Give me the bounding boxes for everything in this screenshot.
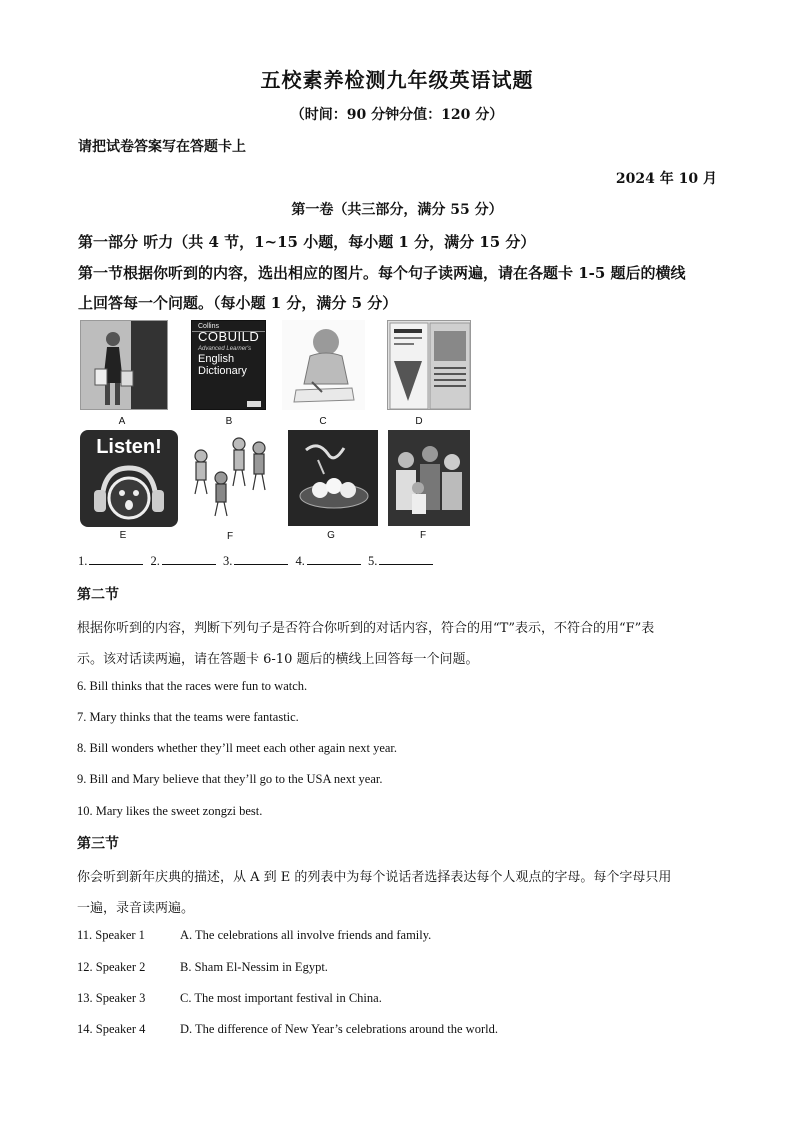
question-item: 8. Bill wonders whether they’ll meet each other again next year. [77,741,398,755]
person-shopping-photo-icon [81,321,168,410]
answer-blank[interactable] [307,554,361,565]
picture-label: E [119,530,127,541]
speaker-label: 14. Speaker 4 [77,1022,146,1036]
exam-date: 2024 年 10 月 [615,171,717,187]
exam-time-score: （时间：90 分钟分值：120 分） [290,107,504,123]
question-item: 6. Bill thinks that the races were fun to watch. [77,679,308,693]
section3-heading: 第三节 [77,836,119,852]
picture-label: G [327,530,335,541]
option-text: C. The most important festival in China. [180,991,382,1005]
boy-writing-photo-icon [282,320,365,410]
tangyuan-bowl-photo-icon [288,430,378,526]
question-item: 9. Bill and Mary believe that they’ll go to the USA next year. [77,772,383,786]
section1-instruction-line1: 第一节根据你听到的内容，选出相应的图片。每个句子读两遍，请在各题卡 1-5 题后的横线 [78,264,686,282]
question-item: 7. Mary thinks that the teams were fantastic. [77,710,299,724]
answer-blank[interactable] [234,554,288,565]
picture-e [80,430,178,527]
picture-b: Collins COBUILD Advanced Learner's English Dictionary [191,320,266,410]
page-title: 五校素养检测九年级英语试题 [260,68,534,92]
section3-instruction-line2: 一遍，录音读两遍。 [77,901,195,916]
answer-blank[interactable] [379,554,433,565]
picture-g [288,430,378,526]
section1-instruction-line2: 上回答每一个问题。（每小题 1 分，满分 5 分） [78,294,398,312]
option-text: D. The difference of New Year’s celebrations around the world. [180,1022,498,1036]
question-item: 10. Mary likes the sweet zongzi best. [77,804,263,818]
picture-d [387,320,471,410]
part1-heading: 第一部分 听力（共 4 节，1~15 小题，每小题 1 分，满分 15 分） [78,233,536,251]
speaker-label: 13. Speaker 3 [77,991,146,1005]
speaker-label: 11. Speaker 1 [77,928,145,942]
picture-a [80,320,168,410]
picture-label: F [419,530,427,541]
picture-label: A [118,416,126,427]
listen-text: Listen! [96,436,162,458]
picture-label: F [226,531,234,542]
section3-instruction-line1: 你会听到新年庆典的描述，从 A 到 E 的列表中为每个说话者选择表达每个人观点的字母。每个字母只用 [77,870,672,885]
picture-f2 [388,430,470,526]
option-text: A. The celebrations all involve friends and family. [180,928,432,942]
picture-label: B [225,416,233,427]
section2-instruction-line2: 示。该对话读两遍，请在答题卡 6-10 题后的横线上回答每一个问题。 [77,652,479,667]
children-running-drawing-icon [187,430,271,527]
option-text: B. Sham El-Nessim in Egypt. [180,960,328,974]
answer-blank[interactable] [162,554,216,565]
answer-blank[interactable] [89,554,143,565]
speaker-label: 12. Speaker 2 [77,960,146,974]
section2-instruction-line1: 根据你听到的内容，判断下列句子是否符合你听到的对话内容，符合的用“T”表示，不符合的用“F”表 [77,621,655,636]
magazine-photo-icon [388,321,471,410]
answer-blanks-line: 1. 2. 3. 4. 5. [78,554,437,569]
family-photo-icon [388,430,470,526]
picture-f1 [187,430,271,527]
picture-label: D [415,416,423,427]
answer-notice: 请把试卷答案写在答题卡上 [78,139,246,155]
listen-headphones-icon [80,430,178,527]
picture-c [282,320,365,410]
volume-title: 第一卷（共三部分，满分 55 分） [291,202,503,218]
section2-heading: 第二节 [77,587,119,603]
picture-label: C [319,416,327,427]
